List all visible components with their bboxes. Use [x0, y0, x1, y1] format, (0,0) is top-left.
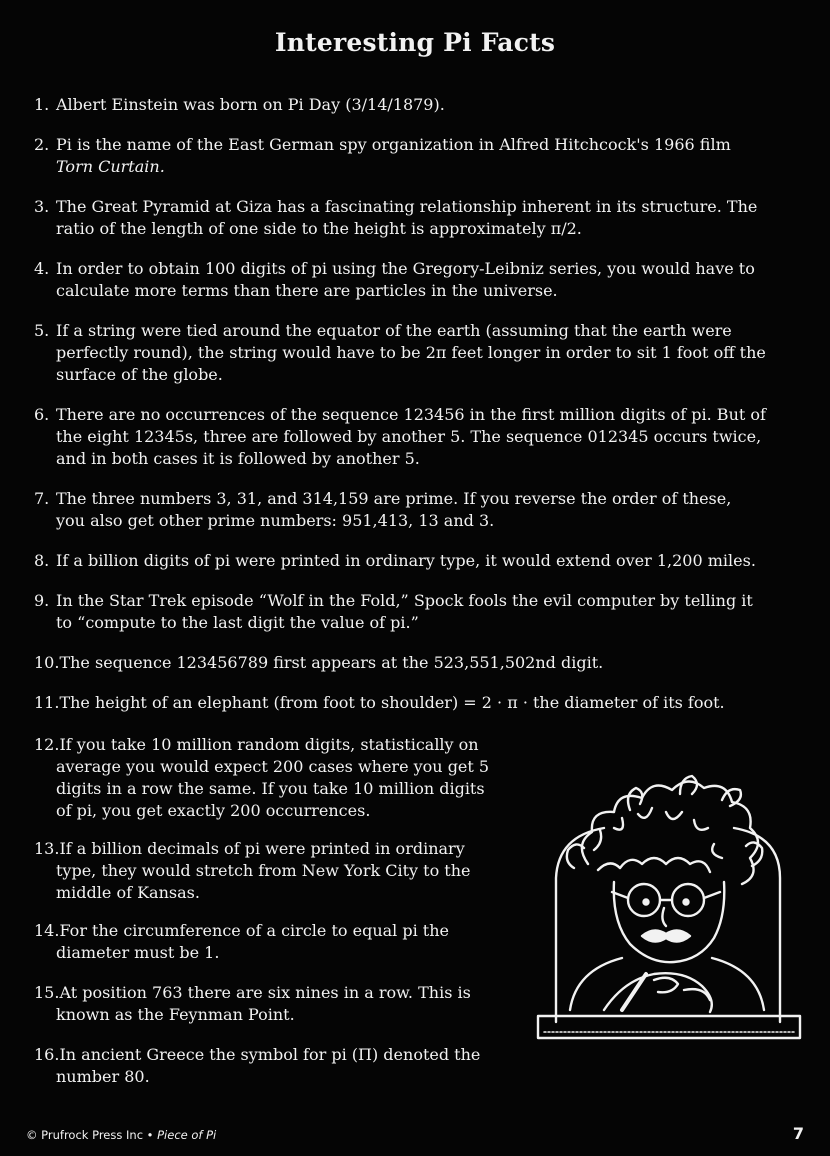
fact-10: 10.The sequence 123456789 first appears at the 523,551,502nd digit.	[34, 653, 604, 672]
fact-3: 3. The Great Pyramid at Giza has a fascinating relationship inherent in its structure. The ratio of the length of one side to the height is approximately π/2.	[34, 197, 758, 238]
fact-15: 15.At position 763 there are six nines in a row. This is known as the Feynman Point.	[34, 983, 471, 1024]
fact-13: 13.If a billion decimals of pi were printed in ordinary type, they would stretch from New York City to the middle of Kansas.	[34, 839, 471, 902]
fact-8: 8. If a billion digits of pi were printed in ordinary type, it would extend over 1,200 miles.	[34, 551, 756, 570]
fact-7: 7. The three numbers 3, 31, and 314,159 are prime. If you reverse the order of these, you also get other prime numbers: 951,413, 13 and 3.	[34, 489, 732, 530]
page-number: 7	[792, 1124, 804, 1143]
fact-16: 16.In ancient Greece the symbol for pi (Π) denoted the number 80.	[34, 1045, 481, 1086]
page-title: Interesting Pi Facts	[274, 28, 556, 57]
fact-5: 5. If a string were tied around the equator of the earth (assuming that the earth were perfectly round), the string would have to be 2π feet longer in order to sit 1 foot off the surface of the globe.	[34, 321, 766, 384]
fact-12: 12.If you take 10 million random digits, statistically on average you would expect 200 cases where you get 5 digits in a row the same. If you take 10 million digits of pi, you get exactly 200 occurrences.	[34, 735, 490, 820]
fact-9: 9. In the Star Trek episode “Wolf in the Fold,” Spock fools the evil computer by telling it to “compute to the last digit the value of pi.”	[34, 591, 753, 632]
fact-1: 1. Albert Einstein was born on Pi Day (3/14/1879).	[34, 95, 445, 114]
book-title: Piece of Pi	[157, 1128, 217, 1142]
fact-4: 4. In order to obtain 100 digits of pi using the Gregory-Leibniz series, you would have to calculate more terms than there are particles in the universe.	[34, 259, 755, 300]
einstein-illustration	[534, 760, 804, 1050]
film-title: Torn Curtain.	[56, 157, 165, 176]
footer-copyright: © Prufrock Press Inc • Piece of Pi	[26, 1128, 217, 1142]
fact-2: 2. Pi is the name of the East German spy organization in Alfred Hitchcock's 1966 film Torn Curtain.	[34, 134, 804, 178]
fact-11: 11.The height of an elephant (from foot to shoulder) = 2 · π · the diameter of its foot.	[34, 693, 725, 712]
fact-6: 6. There are no occurrences of the sequence 123456 in the first million digits of pi. But of the eight 12345s, three are followed by another 5. The sequence 012345 occurs twice, and in both cases it is followed by another 5.	[34, 405, 766, 468]
fact-14: 14.For the circumference of a circle to equal pi the diameter must be 1.	[34, 921, 450, 962]
